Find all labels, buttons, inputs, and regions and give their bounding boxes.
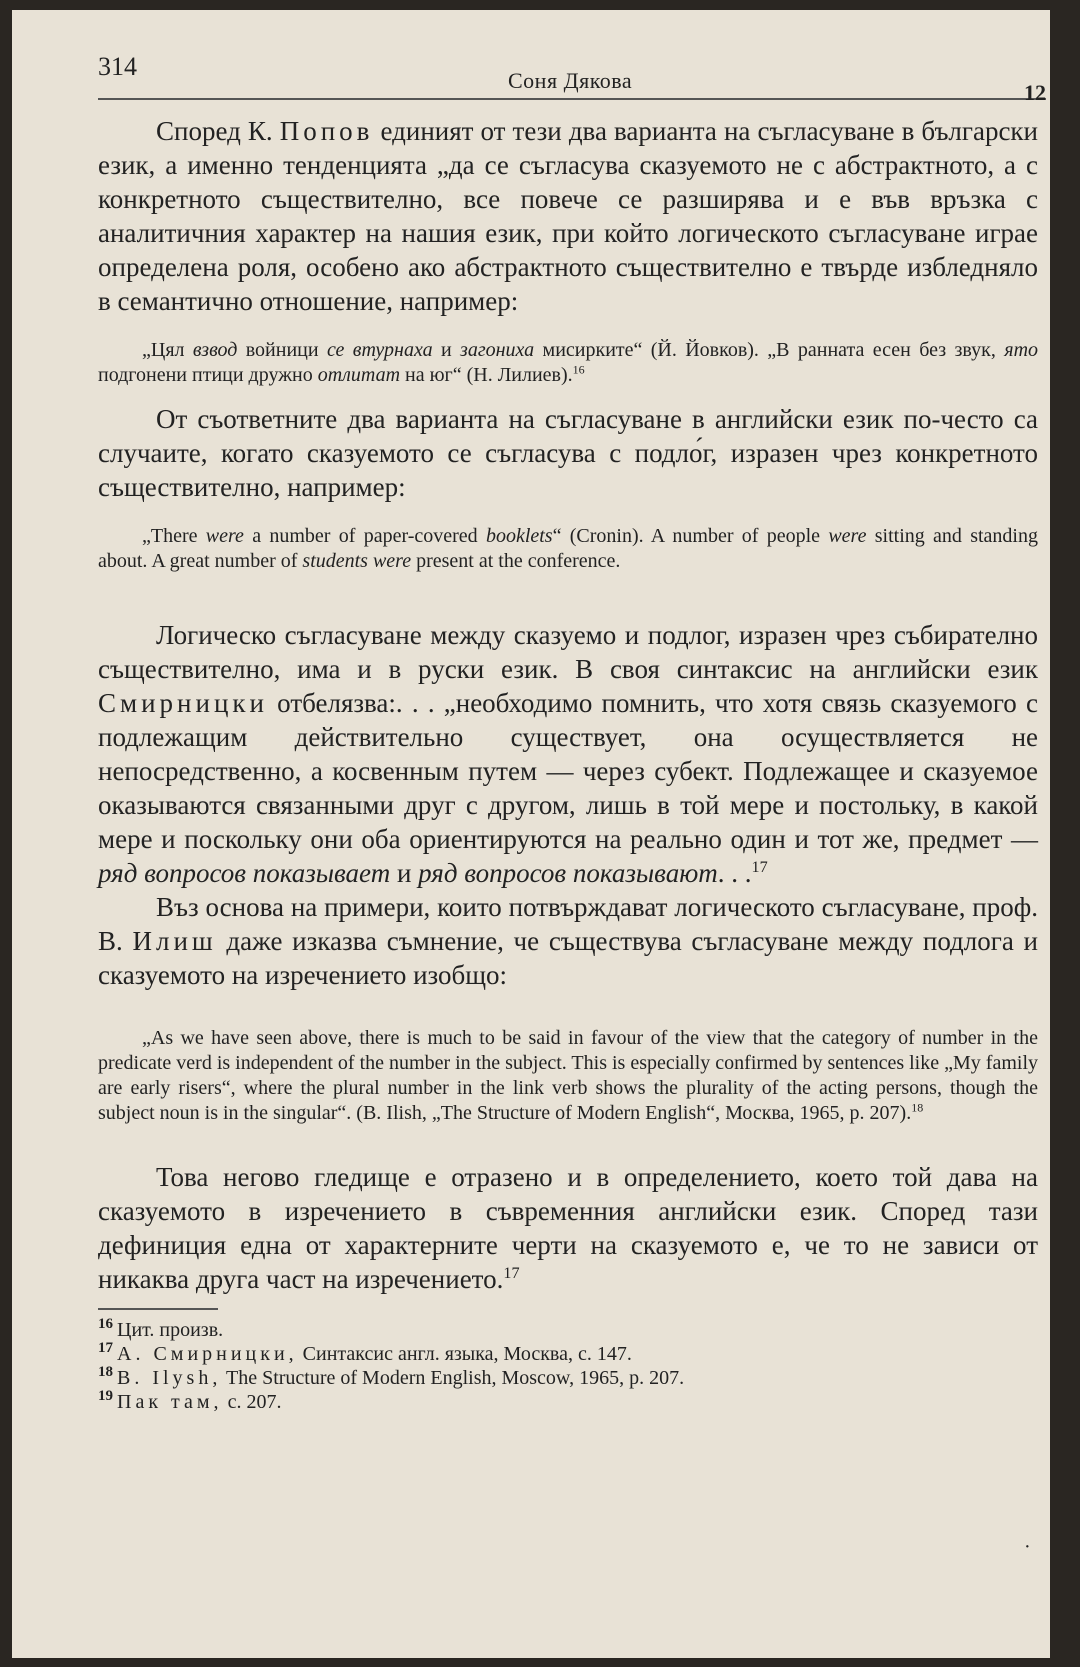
side-mark: 12	[1024, 80, 1046, 105]
text-run: Това негово гледище е отразено и в определението, което той дава на сказуемото в изречението в съвременния английски език. Според тази дефиниция една от характерните черти на сказуемото е, че то не зависи от никаква друга част на изречението.	[98, 1162, 1038, 1294]
page-number: 314	[98, 52, 137, 81]
text-run: подгонени птици дружно	[98, 364, 318, 386]
example-quote-1	[98, 338, 1038, 388]
footnote-mark: 19	[98, 1388, 113, 1405]
text-run: „As we have seen above, there is much to be said in favour of the view that the category of number in the predicate verd is independent of the number in the subject. This is especially confirmed by sentences like „My family are early risers“, where the plural number in the link verb shows the plurality of the acting persons, though the subject noun is in the singular“. (B. Ilish, „The Structure of Modern English“, Москва, 1965, p. 207).	[98, 1027, 1038, 1124]
footnote-author: Пак там,	[117, 1391, 223, 1413]
footnote-mark: 17	[98, 1340, 113, 1357]
footnote-text: с. 207.	[222, 1391, 282, 1413]
text-run: даже изказва съмнение, че съществува съгласуване между подлога и сказуемото на изречението изобщо:	[98, 926, 1038, 990]
emphasis: ряд вопросов показывает	[98, 858, 391, 888]
emphasis: загониха	[460, 339, 535, 361]
emphasis: се втурнаха	[326, 339, 433, 361]
emphasis: booklets	[485, 525, 553, 547]
emphasis: ряд вопросов показывают	[418, 858, 718, 888]
text-run: мисирките“ (Й. Йовков). „В ранната есен без звук,	[534, 339, 1005, 361]
footnote-17	[98, 1342, 1038, 1366]
emphasis: were	[205, 525, 244, 547]
footnote-text: Синтаксис англ. языка, Москва, с. 147.	[297, 1343, 632, 1365]
paragraph-5	[98, 1160, 1038, 1296]
emphasis: students	[302, 550, 368, 572]
author-name: Смирницки	[98, 688, 268, 718]
text-run: единият от тези два варианта на съгласуване в български език, а именно тенденцията „да се съгласува сказуемото не с абстрактното, а с конкретното съществително, все повече се разширява и е във връзка с аналитичния характер на нашия език, при който логическото съгласуване играе определена роля, особено ако абстрактното съществително е твърде избледняло в семантично отношение, например:	[98, 116, 1038, 316]
text-run: sitting and standing about. A great number of	[98, 525, 1038, 572]
example-quote-3	[98, 1026, 1038, 1126]
text-run: войници	[237, 339, 327, 361]
footnote-mark: 18	[98, 1364, 113, 1381]
paragraph-2: От съответните два варианта на съгласуване в английски език по-често са случаите, когато сказуемото се съгласува с подло́г, изразен чрез конкретното съществително, например:	[98, 404, 1038, 502]
emphasis: were	[828, 525, 867, 547]
text-run: на юг“ (Н. Лилиев).	[400, 364, 573, 386]
text-run: . . .	[717, 858, 752, 888]
footnote-19	[98, 1390, 1038, 1414]
paragraph-3	[98, 618, 1038, 890]
paragraph-1	[98, 114, 1038, 318]
text-run: и	[432, 339, 461, 361]
page-header	[98, 52, 1046, 105]
text-run: a number of paper-covered	[243, 525, 486, 547]
footnote-author: А. Смирницки,	[117, 1343, 298, 1365]
text-run: Според К.	[156, 116, 280, 146]
footnote-author: B. Ilysh,	[117, 1367, 222, 1389]
binding-edge	[1050, 10, 1064, 1658]
footnote-ref: 16	[572, 362, 585, 377]
footnote-text: Цит. произв.	[117, 1319, 224, 1341]
emphasis: ято	[1004, 339, 1039, 361]
author-name: Илиш	[132, 926, 217, 956]
footnote-ref: 18	[911, 1100, 924, 1115]
page-speck: ·	[1024, 1536, 1031, 1558]
footnote-18	[98, 1366, 1038, 1390]
text-run: Въз основа на примери, които потвърждават логическото съгласуване, проф. В.	[98, 892, 1038, 956]
emphasis: взвод	[192, 339, 238, 361]
text-run: Логическо съгласуване между сказуемо и подлог, изразен чрез събирателно съществително, има и в руски език. В своя синтаксис на английски език	[98, 620, 1038, 684]
emphasis: отлитат	[317, 364, 401, 386]
author-name: Попов	[279, 116, 374, 146]
text-run: present at the conference.	[411, 550, 621, 572]
footnote-16	[98, 1318, 1038, 1342]
footnote-ref: 17	[503, 1264, 520, 1282]
text-run: “ (Cronin). A number of people	[552, 525, 829, 547]
footnotes	[98, 1318, 1038, 1414]
paragraph-4	[98, 890, 1038, 992]
footnote-ref: 17	[751, 858, 768, 876]
text-run: отбелязва:. . . „необходимо помнить, что хотя связь сказуемого с подлежащим действительно существует, она осуществляется не непосредственно, а косвенным путем — через субект. Подлежащее и сказуемое оказываются связанными друг с другом, лишь в той мере и постольку, в какой мере и поскольку они оба ориентируются на реально один и тот же, предмет —	[98, 688, 1038, 854]
emphasis: were	[372, 550, 412, 572]
footnote-mark: 16	[98, 1316, 113, 1333]
text-run: „There	[142, 525, 206, 547]
example-quote-2	[98, 524, 1038, 574]
book-page	[12, 10, 1064, 1658]
footnote-text: The Structure of Modern English, Moscow, 1965, p. 207.	[221, 1367, 685, 1389]
page-body	[98, 114, 1038, 1414]
running-title: Соня Дякова	[508, 68, 633, 93]
text-run: и	[390, 858, 419, 888]
text-run: „Цял	[142, 339, 193, 361]
footnote-divider	[98, 1308, 218, 1310]
